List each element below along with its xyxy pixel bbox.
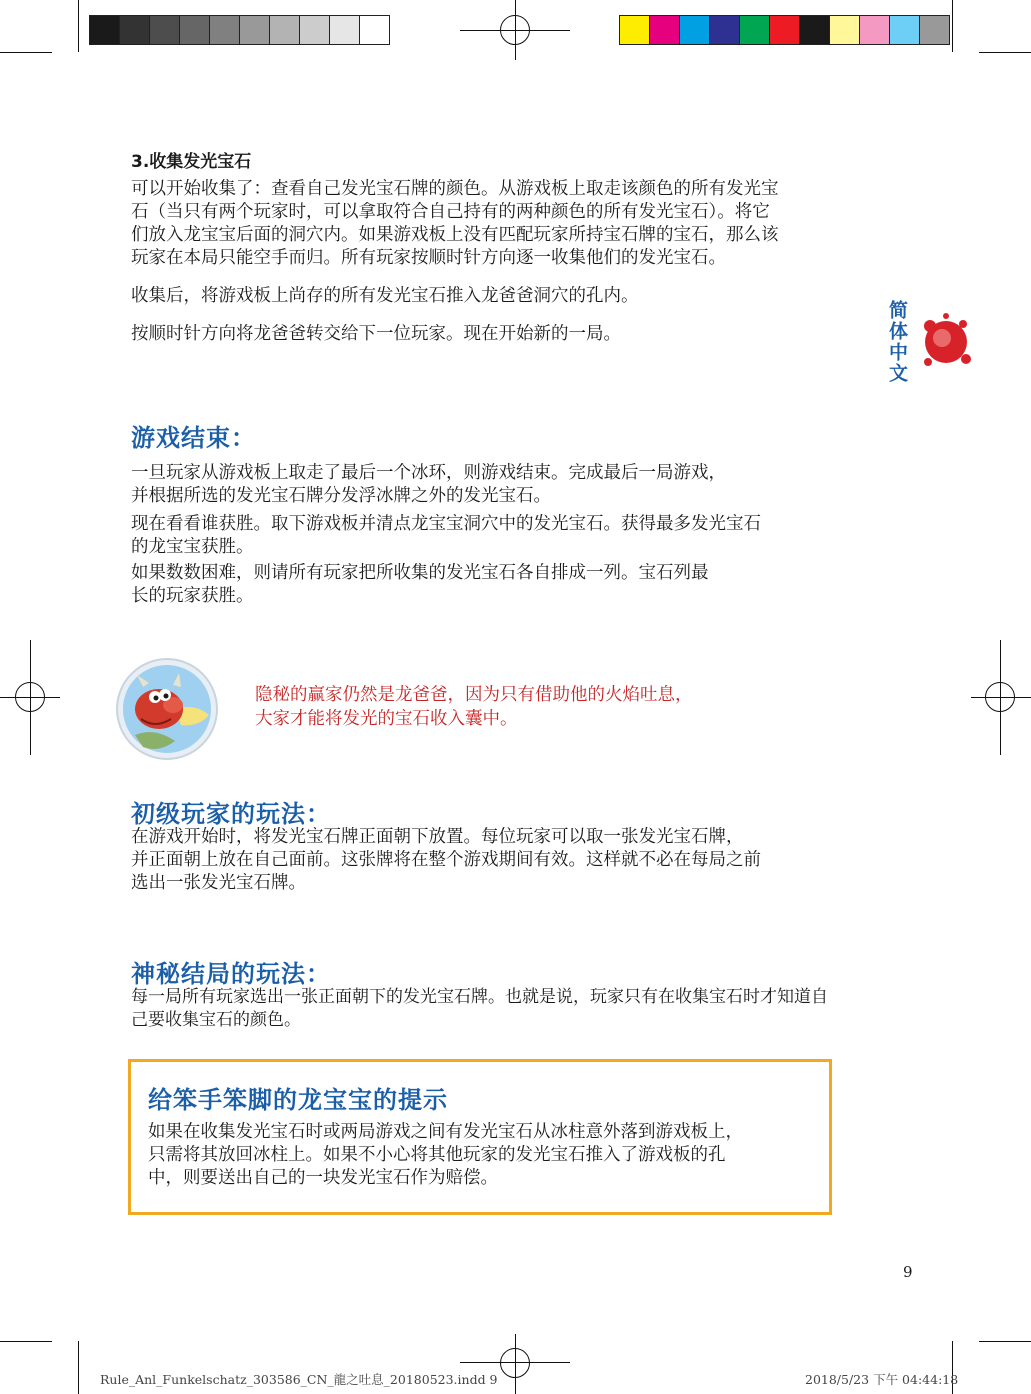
game-end-paragraph-2 [131, 513, 876, 559]
footer-file-name: Rule_Anl_Funkelschatz_303586_CN_龍之吐息_20180523.indd 9 [100, 1372, 498, 1387]
section-subtitle: 3.收集发光宝石 [131, 152, 252, 172]
gray-color-bar [89, 15, 390, 45]
hint-box-paragraph [148, 1121, 818, 1190]
color-swatch [860, 16, 890, 44]
color-swatch [120, 16, 150, 44]
text-line: 玩家在本局只能空手而归。所有玩家按顺时针方向逐一收集他们的发光宝石。 [131, 248, 726, 268]
color-swatch [770, 16, 800, 44]
text-line: 己要收集宝石的颜色。 [131, 1010, 301, 1030]
text-line: 如果数数困难，则请所有玩家把所收集的发光宝石各自排成一列。宝石列最 [131, 563, 709, 583]
color-swatch [270, 16, 300, 44]
text-line: 可以开始收集了：查看自己发光宝石牌的颜色。从游戏板上取走该颜色的所有发光宝 [131, 179, 779, 199]
text-line: 石（当只有两个玩家时，可以拿取符合自己持有的两种颜色的所有发光宝石）。将它 [131, 202, 770, 222]
mystery-paragraph [131, 986, 876, 1032]
text-line: 并正面朝上放在自己面前。这张牌将在整个游戏期间有效。这样就不必在每局之前 [131, 850, 761, 870]
text-line: 现在看看谁获胜。取下游戏板并清点龙宝宝洞穴中的发光宝石。获得最多发光宝石 [131, 514, 761, 534]
color-swatch [240, 16, 270, 44]
text-line: 并根据所选的发光宝石牌分发浮冰牌之外的发光宝石。 [131, 486, 551, 506]
dragon-tip-text [255, 683, 693, 731]
color-swatch [620, 16, 650, 44]
text-line: 中，则要送出自己的一块发光宝石作为赔偿。 [148, 1168, 498, 1188]
crop-mark [78, 0, 79, 52]
page-number: 9 [903, 1263, 913, 1281]
text-line: 们放入龙宝宝后面的洞穴内。如果游戏板上没有匹配玩家所持宝石牌的宝石，那么该 [131, 225, 779, 245]
section3-paragraph-3: 按顺时针方向将龙爸爸转交给下一位玩家。现在开始新的一局。 [131, 324, 621, 344]
color-swatch [360, 16, 389, 44]
cmyk-color-bar [619, 15, 950, 45]
registration-mark [15, 682, 45, 712]
crop-mark [979, 1341, 1031, 1342]
crop-mark [979, 52, 1031, 53]
color-swatch [210, 16, 240, 44]
color-swatch [680, 16, 710, 44]
game-end-paragraph-1 [131, 462, 876, 508]
color-swatch [300, 16, 330, 44]
hint-box-heading: 给笨手笨脚的龙宝宝的提示 [148, 1086, 448, 1114]
beginner-heading: 初级玩家的玩法： [131, 800, 331, 828]
color-swatch [890, 16, 920, 44]
color-swatch [180, 16, 210, 44]
text-line: 隐秘的赢家仍然是龙爸爸，因为只有借助他的火焰吐息， [255, 685, 693, 705]
text-line: 的龙宝宝获胜。 [131, 537, 254, 557]
color-swatch [800, 16, 830, 44]
registration-mark [500, 15, 530, 45]
dragon-illustration [115, 657, 219, 761]
section3-paragraph-2: 收集后，将游戏板上尚存的所有发光宝石推入龙爸爸洞穴的孔内。 [131, 286, 639, 306]
text-line: 只需将其放回冰柱上。如果不小心将其他玩家的发光宝石推入了游戏板的孔 [148, 1145, 726, 1165]
text-line: 长的玩家获胜。 [131, 586, 254, 606]
crop-mark [0, 1341, 52, 1342]
section3-paragraph-1 [131, 178, 876, 270]
color-swatch [90, 16, 120, 44]
footer-timestamp: 2018/5/23 下午 04:44:18 [805, 1372, 959, 1387]
crop-mark [78, 1341, 79, 1394]
game-end-heading: 游戏结束： [131, 424, 256, 452]
color-swatch [650, 16, 680, 44]
color-swatch [710, 16, 740, 44]
color-swatch [740, 16, 770, 44]
language-tab: 简体中文 [886, 300, 908, 384]
crop-mark [0, 52, 52, 53]
text-line: 大家才能将发光的宝石收入囊中。 [255, 709, 518, 729]
color-swatch [330, 16, 360, 44]
crop-mark [952, 0, 953, 52]
ink-splash-logo [916, 304, 976, 380]
mystery-heading: 神秘结局的玩法： [131, 960, 331, 988]
beginner-paragraph [131, 826, 876, 895]
color-swatch [150, 16, 180, 44]
registration-mark [500, 1348, 530, 1378]
text-line: 在游戏开始时，将发光宝石牌正面朝下放置。每位玩家可以取一张发光宝石牌， [131, 827, 744, 847]
text-line: 每一局所有玩家选出一张正面朝下的发光宝石牌。也就是说，玩家只有在收集宝石时才知道自 [131, 987, 828, 1007]
text-line: 如果在收集发光宝石时或两局游戏之间有发光宝石从冰柱意外落到游戏板上， [148, 1122, 743, 1142]
text-line: 一旦玩家从游戏板上取走了最后一个冰环，则游戏结束。完成最后一局游戏， [131, 463, 726, 483]
color-swatch [920, 16, 949, 44]
color-swatch [830, 16, 860, 44]
text-line: 选出一张发光宝石牌。 [131, 873, 306, 893]
game-end-paragraph-3 [131, 562, 876, 608]
registration-mark [985, 682, 1015, 712]
